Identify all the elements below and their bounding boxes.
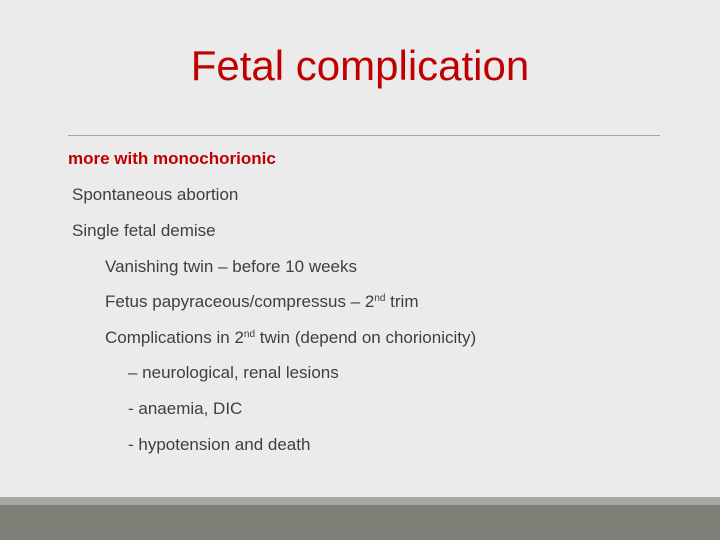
line-spontaneous-abortion: Spontaneous abortion bbox=[72, 185, 239, 204]
line-fetus-papyraceous-text: Fetus papyraceous/compressus – 2 bbox=[105, 292, 375, 311]
line-vanishing-twin: Vanishing twin – before 10 weeks bbox=[105, 257, 358, 276]
footer-band-dark bbox=[0, 505, 720, 540]
line-complications-sup: nd bbox=[243, 329, 256, 340]
line-fetus-papyraceous-tail: trim bbox=[385, 292, 419, 311]
line-complications-text: Complications in 2 bbox=[105, 328, 244, 347]
line-neurological-renal: – neurological, renal lesions bbox=[128, 363, 339, 382]
title-divider bbox=[68, 135, 660, 136]
line-complications-tail: twin (depend on chorionicity) bbox=[255, 328, 477, 347]
footer-band-light bbox=[0, 497, 720, 505]
line-hypotension-death: - hypotension and death bbox=[128, 435, 311, 454]
line-more-with-monochorionic: more with monochorionic bbox=[68, 149, 276, 168]
line-complications-second-twin bbox=[105, 327, 476, 349]
line-anaemia-dic: - anaemia, DIC bbox=[128, 399, 243, 418]
line-fetus-papyraceous bbox=[105, 291, 418, 313]
line-single-fetal-demise: Single fetal demise bbox=[72, 221, 216, 240]
line-fetus-papyraceous-sup: nd bbox=[374, 293, 386, 304]
slide-title: Fetal complication bbox=[190, 42, 530, 89]
